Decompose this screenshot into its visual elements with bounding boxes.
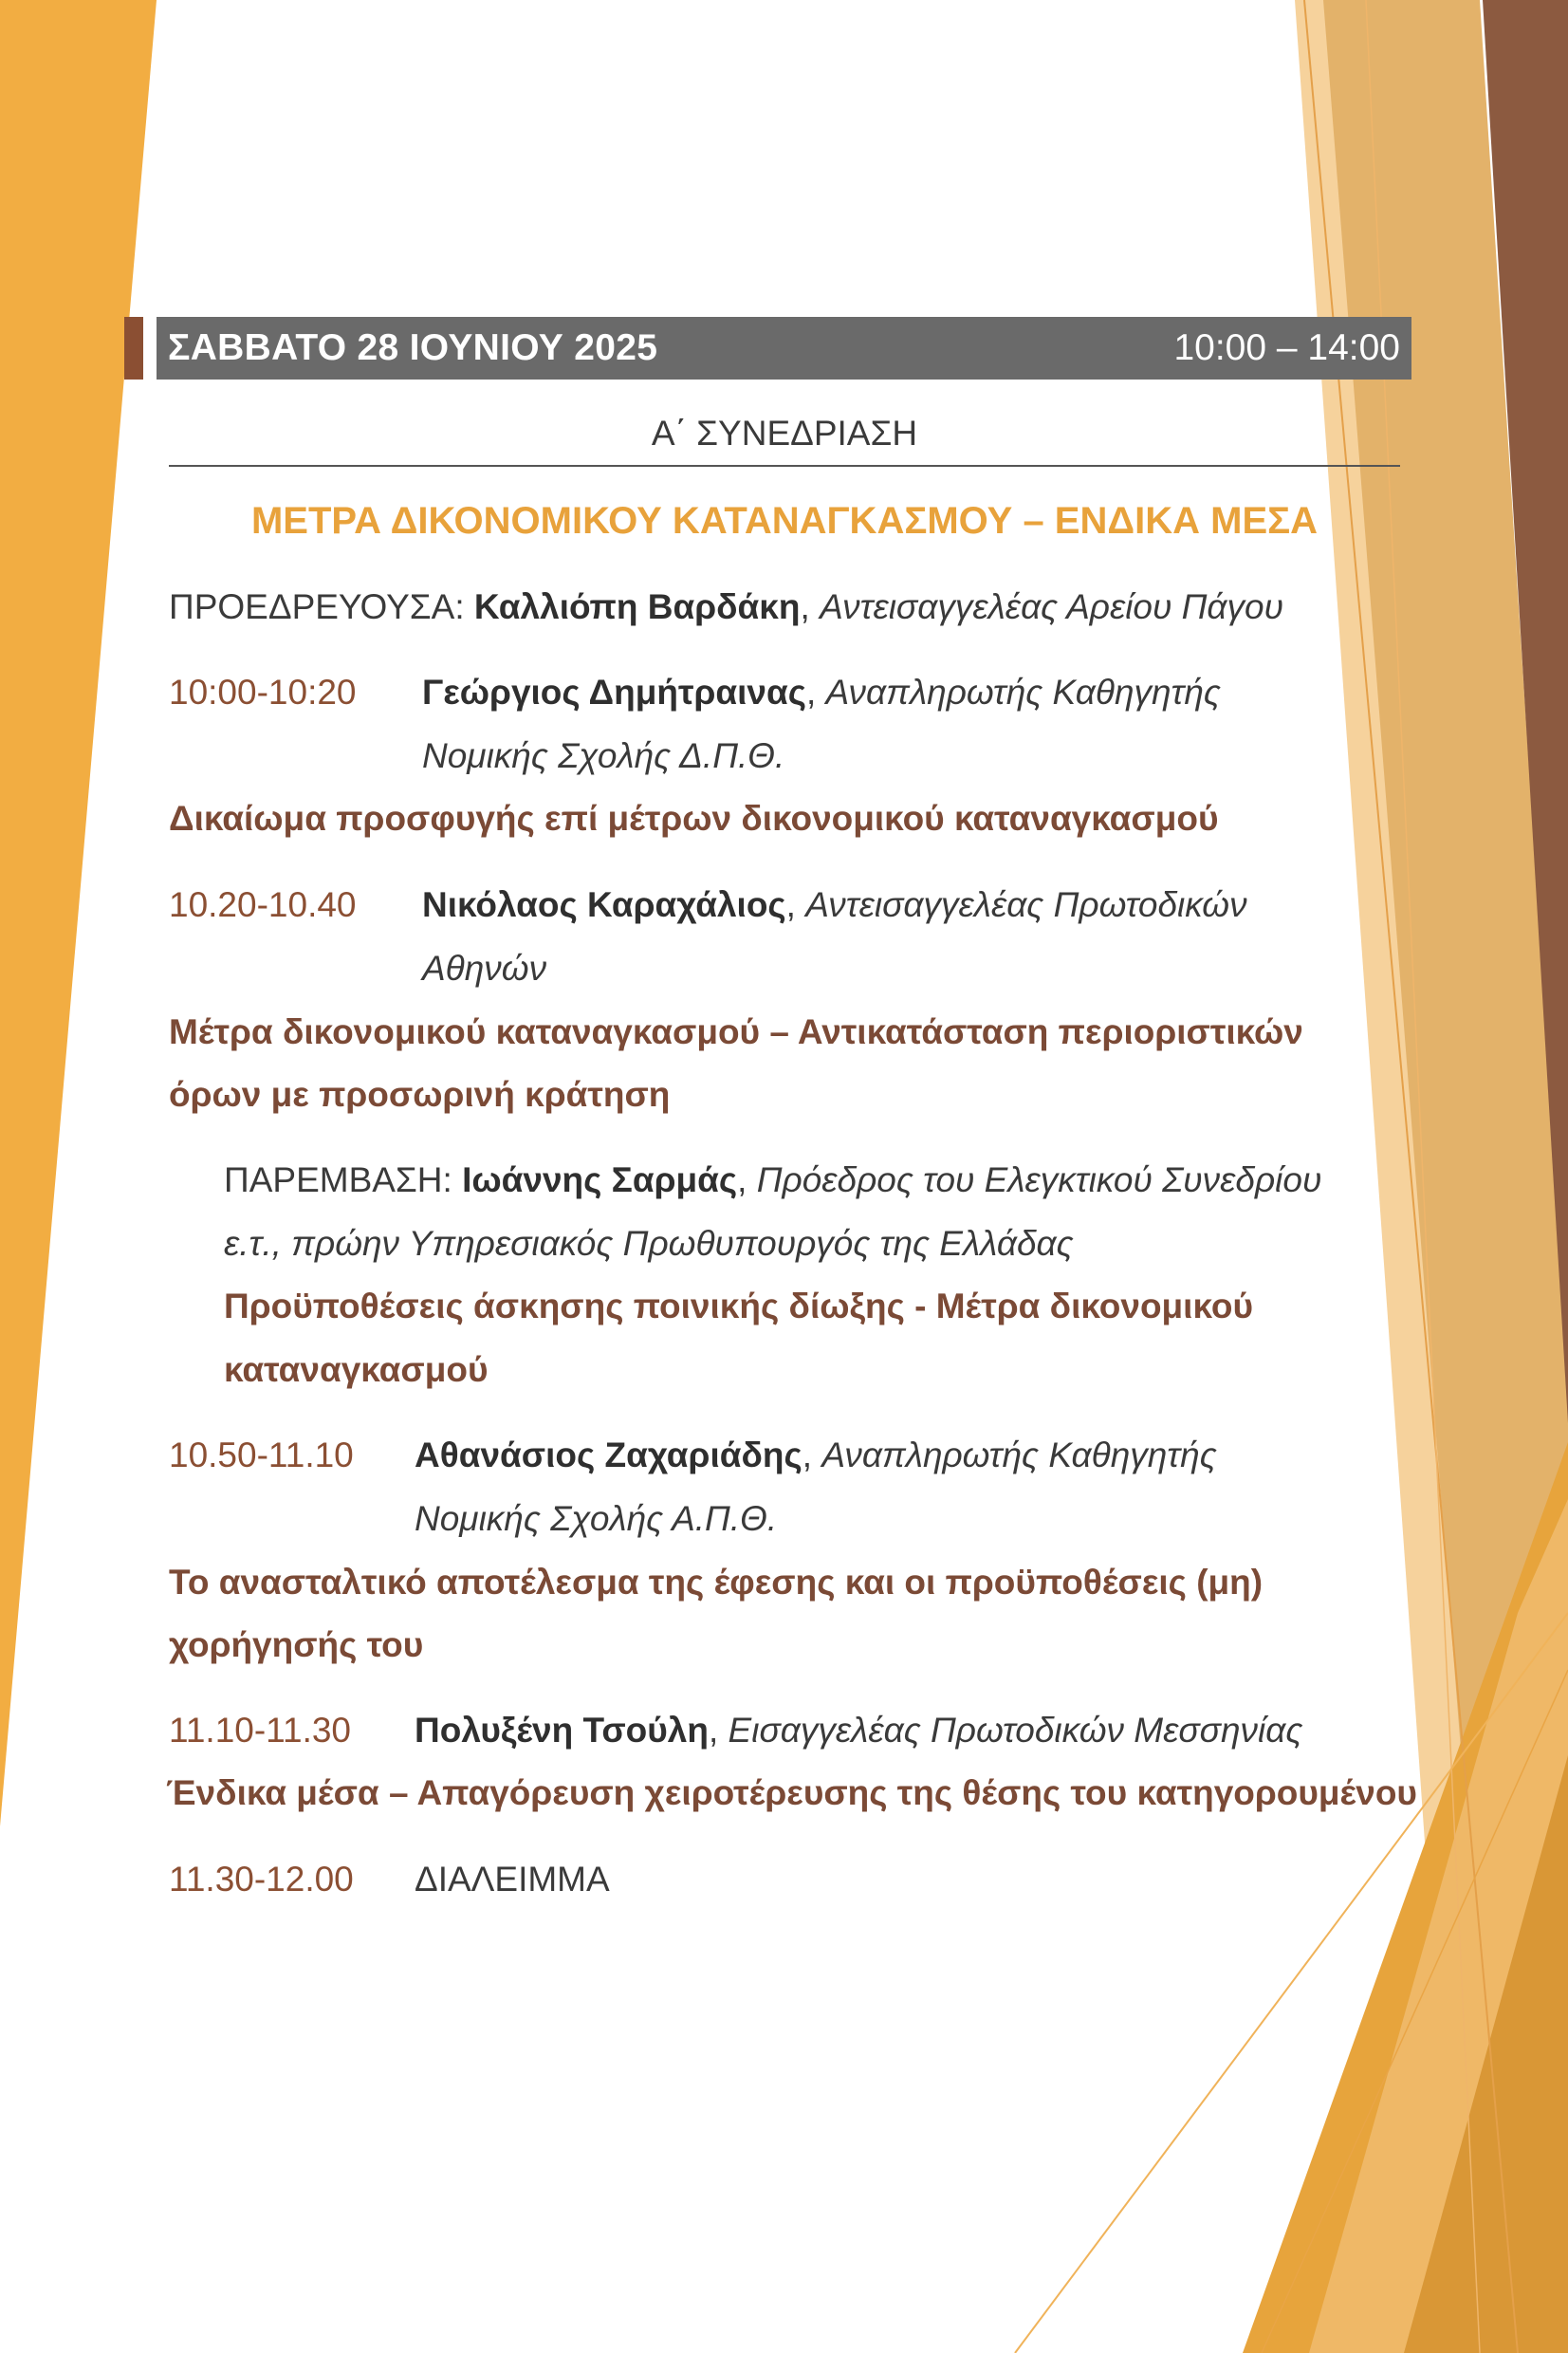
talk-2-topic: Μέτρα δικονομικού καταναγκασμού – Αντικατάσταση περιοριστικών <box>169 1012 1303 1051</box>
talk-4-separator: , <box>708 1711 729 1750</box>
session-title: ΜΕΤΡΑ ΔΙΚΟΝΟΜΙΚΟΥ ΚΑΤΑΝΑΓΚΑΣΜΟΥ – ΕΝΔΙΚΑ ΜΕΣΑ <box>250 500 1319 542</box>
intervention-topic-cont: καταναγκασμού <box>224 1350 489 1389</box>
date-header-bar <box>157 317 1411 380</box>
intervention-name: Ιωάννης Σαρμάς <box>462 1160 738 1199</box>
talk-1-role-cont: Νομικής Σχολής Δ.Π.Θ. <box>422 736 785 775</box>
session-label: Α΄ ΣΥΝΕΔΡΙΑΣΗ <box>651 414 918 453</box>
talk-4-speaker <box>415 1710 1302 1751</box>
break-label: ΔΙΑΛΕΙΜΜΑ <box>415 1860 610 1899</box>
talk-1-name: Γεώργιος Δημήτραινας <box>422 673 806 712</box>
talk-3-role: Αναπληρωτής Καθηγητής <box>821 1436 1217 1474</box>
talk-4-name: Πολυξένη Τσούλη <box>415 1711 709 1750</box>
header-time: 10:00 – 14:00 <box>1173 327 1400 368</box>
chair-name: Καλλιόπη Βαρδάκη <box>473 587 801 626</box>
chair-role: Αντεισαγγελέας Αρείου Πάγου <box>820 587 1283 626</box>
talk-2-role-cont: Αθηνών <box>422 949 547 988</box>
talk-1-time: 10:00-10:20 <box>169 673 357 712</box>
talk-2-role: Αντεισαγγελέας Πρωτοδικών <box>805 885 1247 924</box>
chair-separator: , <box>800 587 821 626</box>
talk-1-speaker <box>422 672 1221 713</box>
talk-1-separator: , <box>805 673 826 712</box>
header-date: ΣΑΒΒΑΤΟ 28 ΙΟΥΝΙΟΥ 2025 <box>168 327 658 368</box>
break-time: 11.30-12.00 <box>169 1860 354 1899</box>
intervention-label: ΠΑΡΕΜΒΑΣΗ: <box>224 1160 463 1199</box>
intervention-role: Πρόεδρος του Ελεγκτικού Συνεδρίου <box>756 1160 1322 1199</box>
chair-label: ΠΡΟΕΔΡΕΥΟΥΣΑ: <box>169 587 474 626</box>
intervention-line <box>224 1159 1321 1201</box>
talk-3-topic-cont: χορήγησής του <box>169 1625 424 1664</box>
header-accent-bar <box>124 317 143 380</box>
talk-3-time: 10.50-11.10 <box>169 1436 354 1474</box>
talk-1-role: Αναπληρωτής Καθηγητής <box>825 673 1221 712</box>
talk-2-separator: , <box>785 885 806 924</box>
talk-4-topic: Ένδικα μέσα – Απαγόρευση χειροτέρευσης της θέσης του κατηγορουμένου <box>166 1773 1417 1812</box>
chair-line <box>169 586 1283 628</box>
session-divider <box>169 465 1400 467</box>
talk-3-topic: Το ανασταλτικό αποτέλεσμα της έφεσης και οι προϋποθέσεις (μη) <box>169 1563 1264 1602</box>
intervention-topic: Προϋποθέσεις άσκησης ποινικής δίωξης - Μέτρα δικονομικού <box>224 1287 1253 1325</box>
talk-2-name: Νικόλαος Καραχάλιος <box>422 885 786 924</box>
talk-3-speaker <box>415 1435 1217 1476</box>
talk-2-topic-cont: όρων με προσωρινή κράτηση <box>169 1075 671 1114</box>
talk-4-time: 11.10-11.30 <box>169 1711 352 1750</box>
talk-3-separator: , <box>802 1436 822 1474</box>
intervention-separator: , <box>737 1160 757 1199</box>
talk-3-name: Αθανάσιος Ζαχαριάδης <box>415 1436 802 1474</box>
talk-1-topic: Δικαίωμα προσφυγής επί μέτρων δικονομικού καταναγκασμού <box>169 799 1219 838</box>
talk-2-speaker <box>422 884 1247 926</box>
intervention-role-cont: ε.τ., πρώην Υπηρεσιακός Πρωθυπουργός της Ελλάδας <box>224 1224 1074 1263</box>
talk-3-role-cont: Νομικής Σχολής Α.Π.Θ. <box>415 1499 778 1538</box>
talk-2-time: 10.20-10.40 <box>169 885 357 924</box>
talk-4-role: Εισαγγελέας Πρωτοδικών Μεσσηνίας <box>728 1711 1303 1750</box>
